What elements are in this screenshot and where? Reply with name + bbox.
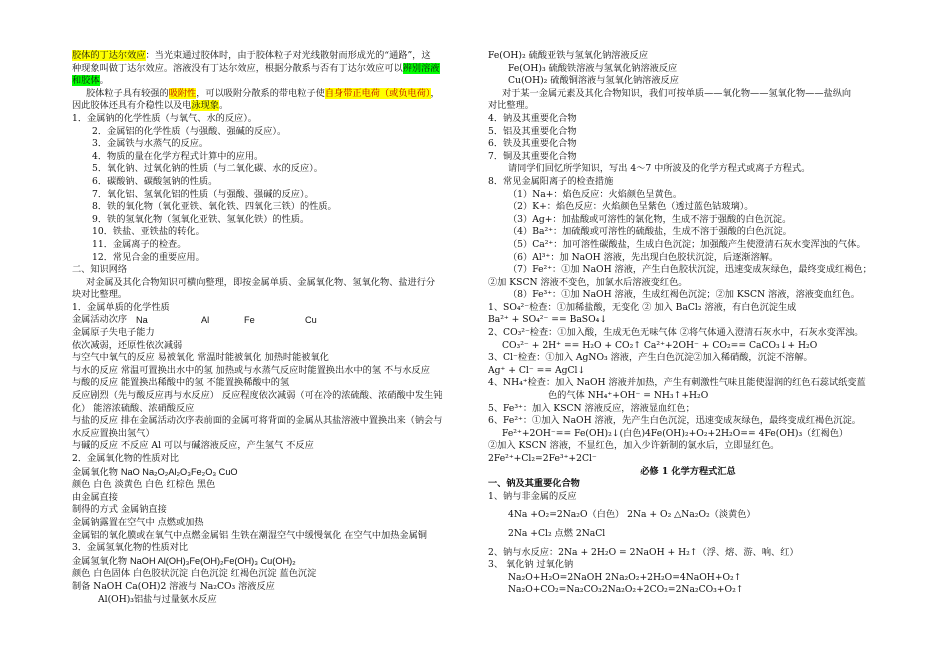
equation: Fe²⁺+2OH⁻== Fe(OH)₂↓(白色)4Fe(OH)₂+O₂+2H₂O== 4Fe(OH)₃（红褐色） [502,427,849,439]
list-item: 12．常见合金的重要应用。 [92,251,205,263]
ion-test: （7）Fe²⁺：①加 NaOH 溶液，产生白色胶状沉淀，迅速变成灰绿色，最终变成红褐色； [508,264,872,276]
list-item: 10．铁盐、亚铁盐的转化。 [92,226,205,238]
table-row: 金属钠露置在空气中 点燃或加热 [72,516,204,528]
text: 胶体粒子具有较强的 [86,87,169,99]
table-row: 依次减弱，还原性依次减弱 [72,339,183,351]
table-row: 金属铝的氧化膜或在氧气中点燃金属铝 生铁在潮湿空气中缓慢氧化 在空气中加热金属铜 [72,529,427,541]
text: 。 [219,100,229,112]
subheading: 1．金属单质的化学性质 [72,301,170,313]
ion-test: （6）Al³⁺：加 NaOH 溶液，先出现白色胶状沉淀，后逐渐溶解。 [508,251,779,263]
charge-highlight: 自身带正电荷（或负电荷） [324,87,431,99]
equation: Ba²⁺ + SO₄²⁻ == BaSO₄↓ [488,314,608,326]
hydroxide-header-row [72,555,468,569]
list-item: 4．物质的量在化学方程式计算中的应用。 [92,150,264,162]
list-item: 7．氧化铝、氢氧化铝的性质（与强酸、强碱的反应）。 [92,188,314,200]
text: 。 [99,75,109,87]
ion-test: （1）Na+：焰色反应：火焰颜色呈黄色。 [508,188,683,200]
equation: Na₂O+CO₂=Na₂CO₃2Na₂O₂+2CO₂=2Na₂CO₃+O₂↑ [508,584,744,596]
cation-test: 4、NH₄⁺检查：加入 NaOH 溶液并加热，产生有刺激性气味且能使湿润的红色石蕊试纸变蓝 [488,377,866,389]
equation: 2Na +Cl₂ 点燃 2NaCl [508,527,606,539]
ion-test: （5）Ca²⁺：加可溶性碳酸盐，生成白色沉淀；加强酸产生使澄清石灰水变浑浊的气体。 [508,238,866,250]
text: ，可以吸附分散系的带电粒子使 [196,87,325,99]
list-item: 3．金属铁与水蒸气的反应。 [92,138,209,150]
activity-label: 金属活动次序 [72,314,128,326]
left-column [72,50,468,606]
list-item: 4．钠及其重要化合物 [488,112,577,124]
table-row: 反应剧烈（先与酸反应再与水反应） 反应程度依次减弱（可在冷的浓硫酸、浓硝酸中发生钝 [72,390,443,402]
table-row: 金属原子失电子能力 [72,327,155,339]
table-row: 颜色 白色 淡黄色 白色 红棕色 黑色 [72,479,216,491]
list-item: 9．铁的氢氧化物（氢氧化亚铁、氢氧化铁）的性质。 [92,213,310,225]
table-row: Al(OH)₃铝盐与过量氨水反应 [98,593,217,605]
subheading: 2、钠与水反应：2Na + 2H₂O = 2NaOH + H₂↑（浮、熔、游、响、红） [488,546,799,558]
paragraph-line: Cu(OH)₂ 硫酸铜溶液与氢氧化钠溶液反应 [508,75,679,87]
cation-test: 6、Fe²⁺：①加入 NaOH 溶液，先产生白色沉淀，迅速变成灰绿色，最终变成红褐色沉淀。 [488,415,861,427]
colloid-highlight: 和胶体 [72,75,100,87]
table-row: 颜色 白色固体 白色胶状沉淀 白色沉淀 红褐色沉淀 蓝色沉淀 [72,568,317,580]
equation: 色的气体 NH₄⁺+OH⁻ = NH₃↑+H₂O [548,390,709,402]
colloid-paragraph-line-1 [72,50,468,63]
equation: Na₂O+H₂O=2NaOH 2Na₂O₂+2H₂O=4NaOH+O₂↑ [508,571,742,583]
section-heading: 二、知识网络 [72,264,128,276]
text: ：当光束通过胶体时，由于胶体粒子对光线散射而形成光的“通路”，这 [145,50,431,61]
equation: Ag⁺ + Cl⁻ == AgCl↓ [488,364,586,376]
metal-fe: Fe [244,315,255,326]
oxide-header-row [72,466,468,480]
paragraph-line: 对于某一金属元素及其化合物知识，我们可按单质——氧化物——氢氧化物——盐纵向 [502,87,852,99]
electrophoresis-highlight: 泳现象 [191,100,219,112]
oxides-label: 金属氧化物 [72,466,118,478]
paragraph-line: 请同学们回忆所学知识，写出 4～7 中所波及的化学方程式或离子方程式。 [508,163,811,175]
ion-test: （2）K+：焰色反应：火焰颜色呈紫色（透过蓝色钴玻璃）。 [508,201,754,213]
subheading: 3、 氧化钠 过氧化钠 [488,559,574,571]
adsorption-highlight: 吸附性 [168,87,197,99]
table-row: 制备 NaOH Ca(OH)2 溶液与 Na₂CO₃ 溶液反应 [72,580,275,592]
text: 种现象叫做丁达尔效应。溶液没有丁达尔效应，根据分散系与否有丁达尔效应可以 [72,62,403,74]
list-item: 1．金属钠的化学性质（与氧气、水的反应）。 [72,112,257,124]
metal-cu: Cu [305,315,317,326]
paragraph-line: Fe(OH)₂ 硫酸亚铁与氢氧化钠溶液反应 [488,50,649,61]
list-item: 8．铁的氧化物（氧化亚铁、氧化铁、四氧化三铁）的性质。 [92,201,337,213]
table-row: 与空气中氧气的反应 易被氧化 常温时能被氧化 加热时能被氧化 [72,352,329,364]
text: ， [430,87,440,99]
table-row: 与酸的反应 能置换出稀酸中的氢 不能置换稀酸中的氢 [72,377,290,389]
subheading: 3．金属氢氧化物的性质对比 [72,542,189,554]
ion-test: （8）Fe³⁺：①加 NaOH 溶液，生成红褐色沉淀；②加 KSCN 溶液，溶液变血红色。 [508,289,860,301]
equation: CO₃²⁻ + 2H⁺ == H₂O + CO₂↑ Ca²⁺+2OH⁻ + CO₂== CaCO₃↓+ H₂O [502,339,818,351]
metal-na: Na [136,315,148,326]
activity-series-row [72,314,468,327]
paragraph-line: 块对比整理。 [72,289,128,301]
text: 因此胶体还具有介稳性以及电 [72,100,192,112]
equation: 4Na +O₂=2Na₂O（白色） 2Na + O₂ △Na₂O₂（淡黄色） [508,509,756,521]
colloid-paragraph-line-2 [72,63,468,76]
list-item: 7．铜及其重要化合物 [488,150,577,162]
distinguish-highlight: 辨别溶液 [402,62,440,74]
right-column [488,50,888,597]
ion-test: ②加 KSCN 溶液不变色，加氯水后溶液变红色。 [488,276,688,288]
summary-title: 必修 1 化学方程式汇总 [640,465,736,477]
anion-test: 3、Cl⁻检查：①加入 AgNO₃ 溶液，产生白色沉淀②加入稀硝酸，沉淀不溶解。 [488,352,813,364]
subheading: 2．金属氧化物的性质对比 [72,453,179,464]
paragraph-line: Fe(OH)₃ 硫酸铁溶液与氢氧化钠溶液反应 [508,62,678,74]
subheading: 1、钠与非金属的反应 [488,490,577,502]
cation-test: ②加入 KSCN 溶液，不显红色，加入少许新制的氯水后，立即显红色。 [488,440,780,452]
subheading: 8．常见金属阳离子的检查措施 [488,175,614,187]
anion-test: 2、CO₃²⁻检查：①加入酸，生成无色无味气体 ②将气体通入澄清石灰水中，石灰水变浑浊。 [488,327,864,339]
adsorption-line-1 [72,88,468,101]
table-row: 与碱的反应 不反应 Al 可以与碱溶液反应，产生氢气 不反应 [72,440,314,452]
anion-test: 1、SO₄²⁻检查：①加稀盐酸，无变化 ② 加入 BaCl₂ 溶液，有白色沉淀生成 [488,301,797,313]
list-item: 6．铁及其重要化合物 [488,138,577,150]
list-item: 2．金属铝的化学性质（与强酸、强碱的反应）。 [92,125,287,137]
table-row: 与盐的反应 排在金属活动次序表前面的金属可将背面的金属从其盐溶液中置换出来（钠会与 [72,415,443,427]
paragraph-line: 对金属及其化合物知识可横向整理，即按金属单质、金属氧化物、氢氧化物、盐进行分 [86,276,436,288]
colloid-paragraph-line-3 [72,75,468,88]
list-item: 6．碳酸钠、碳酸氢钠的性质。 [92,175,218,187]
adsorption-line-2 [72,100,468,113]
ion-test: （4）Ba²⁺：加硫酸或可溶性的硫酸盐，生成不溶于强酸的白色沉淀。 [508,226,792,238]
metal-al: Al [201,315,210,326]
hydroxide-formulas: NaOH Al(OH)₃Fe(OH)₂Fe(OH)₃ Cu(OH)₂ [130,555,296,566]
table-row: 由金属直接 [72,491,118,503]
hydroxide-label: 金属氢氧化物 [72,555,128,567]
section-heading: 一、钠及其重要化合物 [488,478,580,490]
equation: 2Fe²⁺+Cl₂=2Fe³⁺+2Cl⁻ [488,453,597,464]
list-item: 5．氧化钠、过氧化钠的性质（与二氧化碳、水的反应）。 [92,163,323,175]
table-row: 化） 能溶浓硫酸、浓硝酸反应 [72,402,195,414]
cation-test: 5、Fe³⁺：加入 KSCN 溶液反应，溶液显血红色； [488,402,695,414]
table-row: 制得的方式 金属钠直接 [72,504,167,516]
tyndall-highlight: 胶体的丁达尔效应 [72,50,146,61]
list-item: 5．铝及其重要化合物 [488,125,577,137]
paragraph-line: 对比整理。 [488,100,534,112]
table-row: 与水的反应 常温可置换出水中的氢 加热或与水蒸气反应时能置换出水中的氢 不与水反应 [72,364,430,376]
oxides-formulas: NaO Na₂O₂Al₂O₃Fe₂O₃ CuO [120,466,238,477]
list-item: 11．金属离子的检查。 [92,238,187,250]
table-row: 水反应置换出氢气） [72,427,155,439]
ion-test: （3）Ag+：加盐酸或可溶性的氯化物，生成不溶于强酸的白色沉淀。 [508,213,792,225]
